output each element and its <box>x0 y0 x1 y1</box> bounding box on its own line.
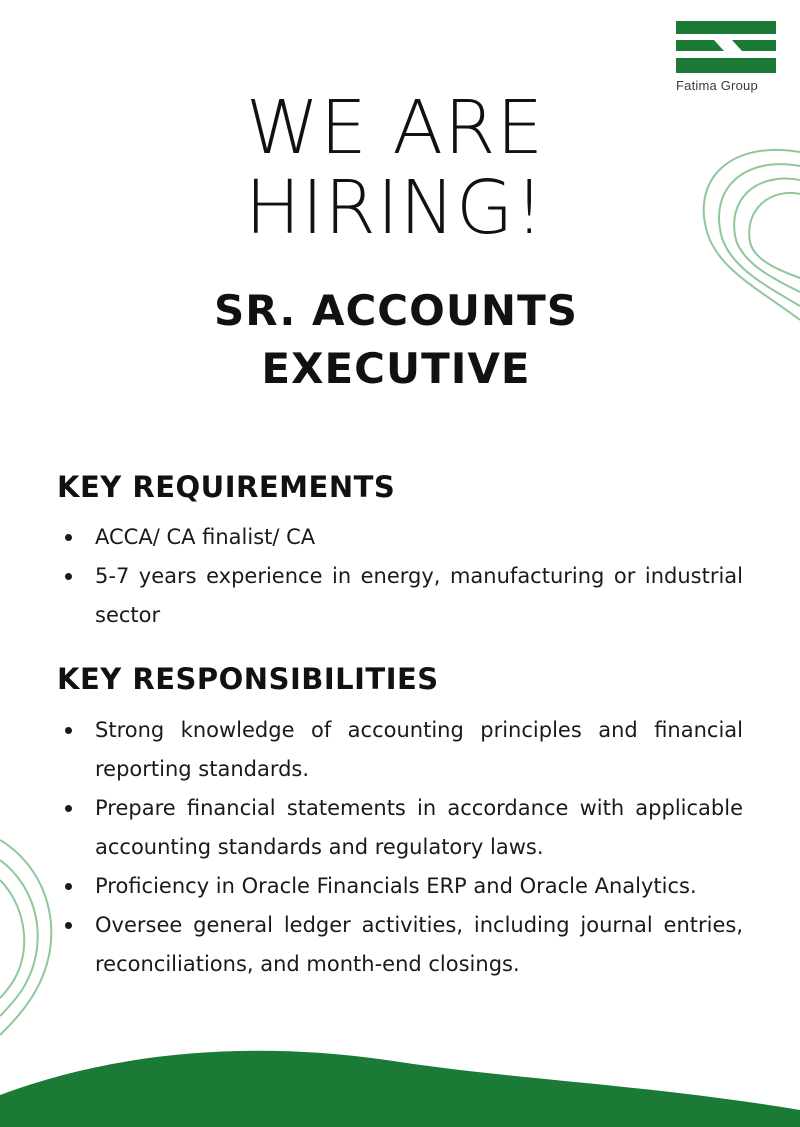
bullet-icon <box>65 883 72 890</box>
requirements-list <box>57 518 743 635</box>
fatima-group-logo-icon <box>674 18 778 76</box>
requirements-heading: KEY REQUIREMENTS <box>57 470 396 504</box>
responsibilities-list <box>57 711 743 984</box>
responsibility-item: Prepare financial statements in accordance with applicable accounting standards and regulatory laws. <box>57 789 743 867</box>
responsibilities-heading: KEY RESPONSIBILITIES <box>57 662 439 696</box>
bullet-icon <box>65 573 72 580</box>
requirement-item: 5-7 years experience in energy, manufacturing or industrial sector <box>57 557 743 635</box>
responsibility-item: Oversee general ledger activities, including journal entries, reconciliations, and month-end closings. <box>57 906 743 984</box>
bottom-green-wave <box>0 1040 800 1127</box>
bullet-icon <box>65 805 72 812</box>
company-name: Fatima Group <box>676 78 758 93</box>
position-title-line-2: EXECUTIVE <box>261 344 531 393</box>
headline-line-2: HIRING! <box>244 165 546 251</box>
bullet-icon <box>65 534 72 541</box>
position-title <box>0 282 792 398</box>
responsibility-item: Proficiency in Oracle Financials ERP and Oracle Analytics. <box>57 867 743 906</box>
responsibility-item: Strong knowledge of accounting principles and financial reporting standards. <box>57 711 743 789</box>
position-title-line-1: SR. ACCOUNTS <box>214 286 578 335</box>
requirement-item: ACCA/ CA finalist/ CA <box>57 518 743 557</box>
headline-line-1: WE ARE <box>245 85 545 171</box>
company-logo <box>674 18 780 93</box>
bullet-icon <box>65 727 72 734</box>
bullet-icon <box>65 922 72 929</box>
